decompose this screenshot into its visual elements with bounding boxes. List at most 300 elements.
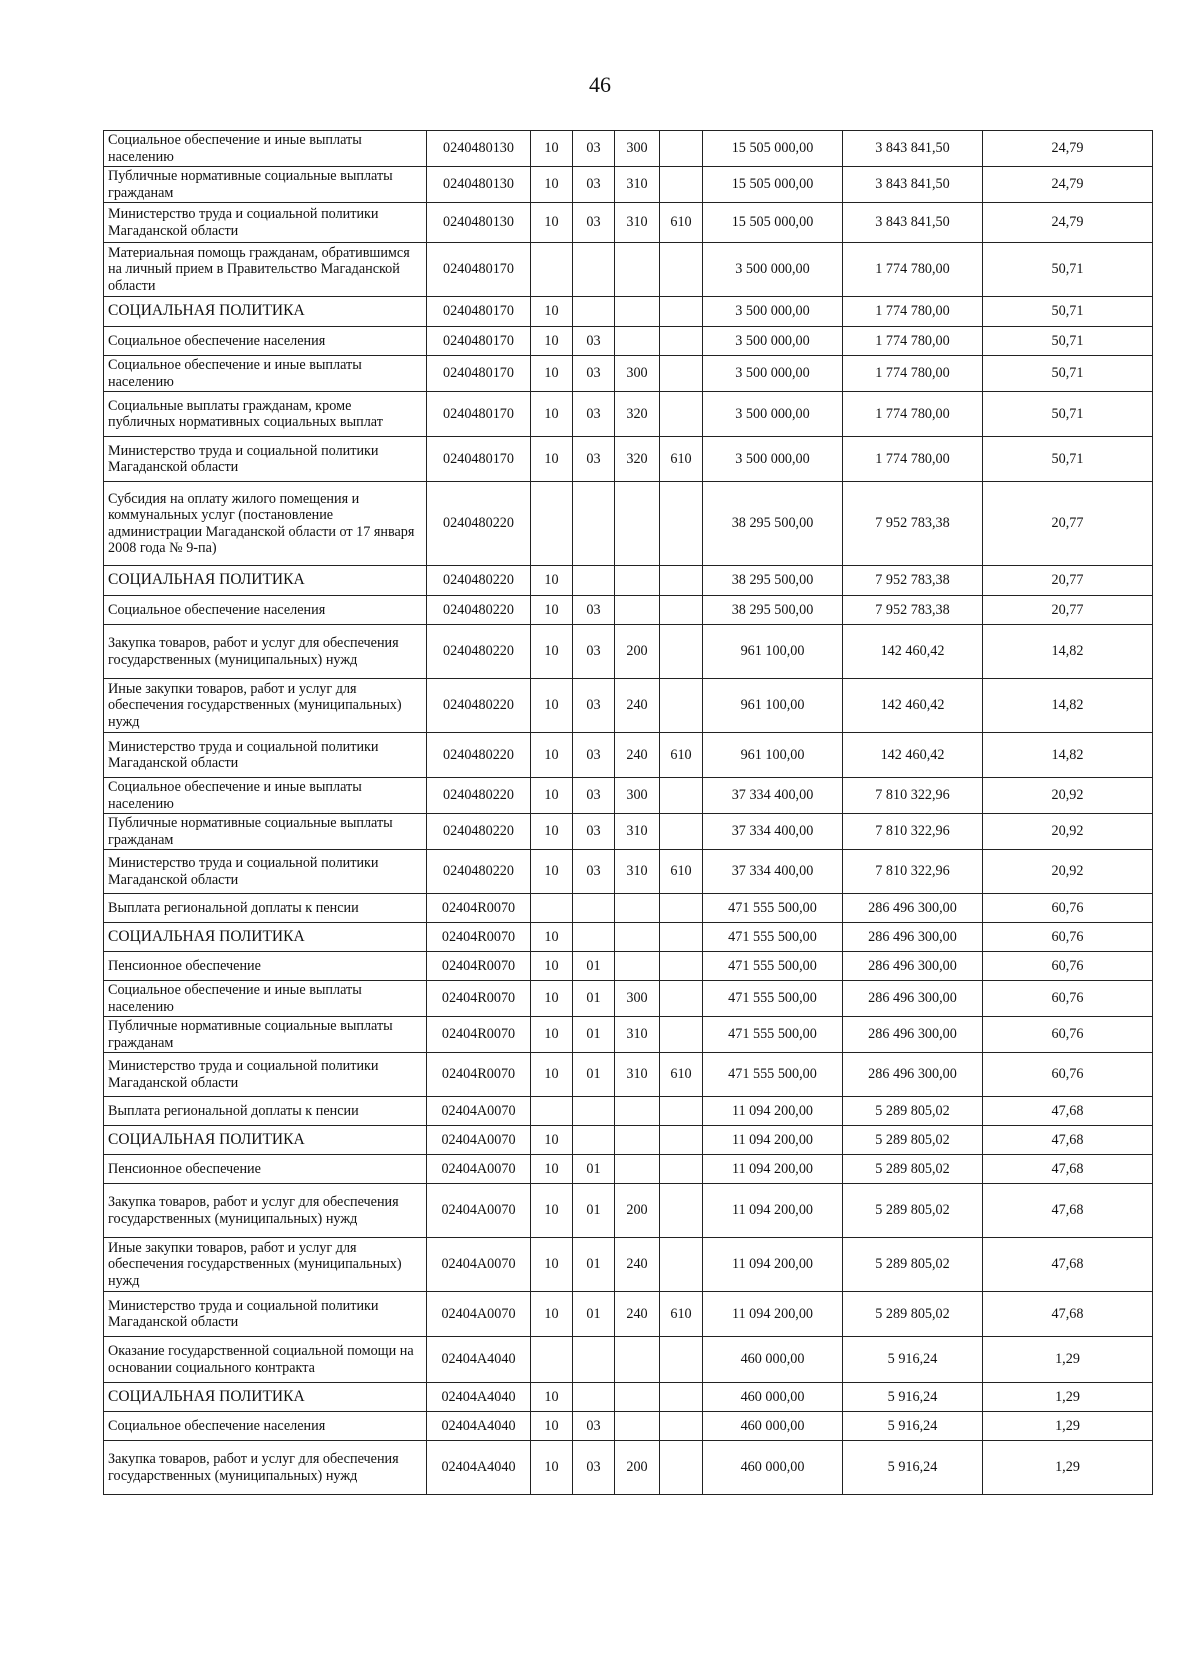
row-admin-code: 610: [660, 1292, 703, 1337]
row-code: 02404A0070: [427, 1097, 531, 1126]
row-subsection: [573, 1126, 615, 1155]
table-row: [104, 167, 1153, 203]
row-subsection: 03: [573, 625, 615, 679]
row-name: Социальное обеспечение и иные выплаты населению: [104, 356, 427, 392]
row-expense-type: [615, 1337, 660, 1383]
table-row: [104, 1412, 1153, 1441]
row-expense-type: 300: [615, 131, 660, 167]
row-actual-amount: 5 289 805,02: [843, 1126, 983, 1155]
row-percent: 14,82: [983, 733, 1153, 778]
row-actual-amount: 1 774 780,00: [843, 437, 983, 482]
row-name: СОЦИАЛЬНАЯ ПОЛИТИКА: [104, 1383, 427, 1412]
row-name: Министерство труда и социальной политики Магаданской области: [104, 850, 427, 894]
row-name: Министерство труда и социальной политики Магаданской области: [104, 1292, 427, 1337]
row-name: СОЦИАЛЬНАЯ ПОЛИТИКА: [104, 566, 427, 596]
row-section: 10: [531, 1292, 573, 1337]
row-code: 02404R0070: [427, 923, 531, 952]
row-name: Материальная помощь гражданам, обратившимся на личный прием в Правительство Магаданской области: [104, 243, 427, 297]
row-admin-code: [660, 1383, 703, 1412]
row-actual-amount: 5 289 805,02: [843, 1238, 983, 1292]
row-admin-code: [660, 1017, 703, 1053]
row-subsection: 01: [573, 1292, 615, 1337]
table-row: [104, 1238, 1153, 1292]
row-code: 02404A0070: [427, 1155, 531, 1184]
row-expense-type: 240: [615, 1238, 660, 1292]
table-row: [104, 1155, 1153, 1184]
row-plan-amount: 15 505 000,00: [703, 131, 843, 167]
row-admin-code: [660, 1155, 703, 1184]
row-section: [531, 894, 573, 923]
row-section: 10: [531, 437, 573, 482]
row-plan-amount: 471 555 500,00: [703, 1017, 843, 1053]
row-subsection: 01: [573, 1053, 615, 1097]
table-row: [104, 625, 1153, 679]
table-row: [104, 1053, 1153, 1097]
row-percent: 20,92: [983, 814, 1153, 850]
row-actual-amount: 7 810 322,96: [843, 850, 983, 894]
row-percent: 50,71: [983, 243, 1153, 297]
row-expense-type: [615, 566, 660, 596]
table-row: [104, 1184, 1153, 1238]
row-actual-amount: 286 496 300,00: [843, 981, 983, 1017]
row-actual-amount: 1 774 780,00: [843, 356, 983, 392]
row-plan-amount: 37 334 400,00: [703, 814, 843, 850]
row-admin-code: 610: [660, 1053, 703, 1097]
row-admin-code: [660, 1412, 703, 1441]
row-code: 0240480220: [427, 814, 531, 850]
row-actual-amount: 7 810 322,96: [843, 778, 983, 814]
table-row: [104, 1126, 1153, 1155]
row-section: 10: [531, 566, 573, 596]
row-percent: 1,29: [983, 1441, 1153, 1495]
row-percent: 1,29: [983, 1383, 1153, 1412]
row-actual-amount: 1 774 780,00: [843, 243, 983, 297]
row-code: 0240480220: [427, 625, 531, 679]
row-percent: 47,68: [983, 1097, 1153, 1126]
row-subsection: 03: [573, 850, 615, 894]
row-name: Иные закупки товаров, работ и услуг для обеспечения государственных (муниципальных) нужд: [104, 679, 427, 733]
row-expense-type: 240: [615, 733, 660, 778]
row-admin-code: [660, 1097, 703, 1126]
row-section: 10: [531, 356, 573, 392]
row-plan-amount: 471 555 500,00: [703, 981, 843, 1017]
row-code: 02404R0070: [427, 981, 531, 1017]
row-section: 10: [531, 733, 573, 778]
table-row: [104, 131, 1153, 167]
row-section: [531, 1337, 573, 1383]
row-subsection: 03: [573, 814, 615, 850]
row-name: Министерство труда и социальной политики Магаданской области: [104, 203, 427, 243]
row-percent: 47,68: [983, 1292, 1153, 1337]
row-admin-code: [660, 981, 703, 1017]
row-actual-amount: 1 774 780,00: [843, 392, 983, 437]
row-code: 0240480170: [427, 392, 531, 437]
row-section: 10: [531, 850, 573, 894]
row-name: Социальное обеспечение и иные выплаты населению: [104, 981, 427, 1017]
row-expense-type: 310: [615, 1053, 660, 1097]
row-actual-amount: 3 843 841,50: [843, 131, 983, 167]
row-percent: 1,29: [983, 1337, 1153, 1383]
row-expense-type: [615, 1126, 660, 1155]
row-code: 02404R0070: [427, 894, 531, 923]
row-expense-type: [615, 894, 660, 923]
row-actual-amount: 7 952 783,38: [843, 482, 983, 566]
row-section: 10: [531, 981, 573, 1017]
row-code: 02404R0070: [427, 1017, 531, 1053]
row-subsection: 01: [573, 952, 615, 981]
row-name: Социальные выплаты гражданам, кроме публичных нормативных социальных выплат: [104, 392, 427, 437]
row-code: 0240480130: [427, 203, 531, 243]
table-row: [104, 679, 1153, 733]
row-name: Социальное обеспечение населения: [104, 1412, 427, 1441]
row-admin-code: [660, 131, 703, 167]
row-plan-amount: 38 295 500,00: [703, 482, 843, 566]
row-admin-code: [660, 596, 703, 625]
row-name: Выплата региональной доплаты к пенсии: [104, 1097, 427, 1126]
row-plan-amount: 3 500 000,00: [703, 356, 843, 392]
row-name: Публичные нормативные социальные выплаты гражданам: [104, 1017, 427, 1053]
row-name: Социальное обеспечение и иные выплаты населению: [104, 131, 427, 167]
row-admin-code: [660, 778, 703, 814]
row-expense-type: 240: [615, 1292, 660, 1337]
row-percent: 50,71: [983, 297, 1153, 327]
row-percent: 50,71: [983, 392, 1153, 437]
row-section: [531, 1097, 573, 1126]
row-plan-amount: 460 000,00: [703, 1441, 843, 1495]
row-subsection: 03: [573, 203, 615, 243]
row-actual-amount: 286 496 300,00: [843, 894, 983, 923]
row-plan-amount: 471 555 500,00: [703, 894, 843, 923]
row-actual-amount: 5 289 805,02: [843, 1292, 983, 1337]
row-actual-amount: 286 496 300,00: [843, 923, 983, 952]
table-row: [104, 327, 1153, 356]
row-subsection: 03: [573, 596, 615, 625]
row-admin-code: [660, 1441, 703, 1495]
row-actual-amount: 5 289 805,02: [843, 1155, 983, 1184]
row-code: 02404A0070: [427, 1238, 531, 1292]
row-actual-amount: 5 916,24: [843, 1383, 983, 1412]
row-percent: 60,76: [983, 923, 1153, 952]
row-expense-type: 310: [615, 167, 660, 203]
row-plan-amount: 11 094 200,00: [703, 1097, 843, 1126]
row-name: Министерство труда и социальной политики Магаданской области: [104, 437, 427, 482]
row-actual-amount: 5 916,24: [843, 1337, 983, 1383]
row-percent: 20,77: [983, 566, 1153, 596]
table-row: [104, 1017, 1153, 1053]
row-subsection: 03: [573, 1441, 615, 1495]
row-subsection: [573, 243, 615, 297]
table-row: [104, 1441, 1153, 1495]
table-row: [104, 1383, 1153, 1412]
row-actual-amount: 3 843 841,50: [843, 167, 983, 203]
table-row: [104, 1292, 1153, 1337]
row-expense-type: 300: [615, 778, 660, 814]
row-expense-type: [615, 1155, 660, 1184]
row-section: 10: [531, 131, 573, 167]
table-row: [104, 297, 1153, 327]
row-code: 02404A0070: [427, 1292, 531, 1337]
row-plan-amount: 471 555 500,00: [703, 923, 843, 952]
row-admin-code: [660, 1337, 703, 1383]
row-expense-type: [615, 952, 660, 981]
row-actual-amount: 286 496 300,00: [843, 1053, 983, 1097]
table-row: [104, 203, 1153, 243]
row-subsection: [573, 923, 615, 952]
row-code: 02404A4040: [427, 1337, 531, 1383]
table-row: [104, 1097, 1153, 1126]
row-name: Оказание государственной социальной помощи на основании социального контракта: [104, 1337, 427, 1383]
row-percent: 24,79: [983, 203, 1153, 243]
row-actual-amount: 1 774 780,00: [843, 327, 983, 356]
row-section: 10: [531, 1412, 573, 1441]
row-code: 0240480170: [427, 297, 531, 327]
row-section: 10: [531, 1441, 573, 1495]
row-expense-type: 240: [615, 679, 660, 733]
table-row: [104, 482, 1153, 566]
row-plan-amount: 11 094 200,00: [703, 1238, 843, 1292]
row-section: 10: [531, 167, 573, 203]
row-expense-type: [615, 596, 660, 625]
row-section: 10: [531, 625, 573, 679]
row-subsection: [573, 1097, 615, 1126]
row-subsection: 03: [573, 437, 615, 482]
row-expense-type: [615, 1097, 660, 1126]
row-plan-amount: 3 500 000,00: [703, 327, 843, 356]
budget-table: [103, 130, 1153, 1495]
row-admin-code: 610: [660, 850, 703, 894]
row-expense-type: 320: [615, 392, 660, 437]
row-subsection: 01: [573, 1155, 615, 1184]
table-row: [104, 894, 1153, 923]
row-name: Социальное обеспечение и иные выплаты населению: [104, 778, 427, 814]
row-section: 10: [531, 1383, 573, 1412]
row-admin-code: [660, 1126, 703, 1155]
row-plan-amount: 460 000,00: [703, 1383, 843, 1412]
row-actual-amount: 3 843 841,50: [843, 203, 983, 243]
row-name: Иные закупки товаров, работ и услуг для обеспечения государственных (муниципальных) нужд: [104, 1238, 427, 1292]
row-name: Закупка товаров, работ и услуг для обеспечения государственных (муниципальных) нужд: [104, 625, 427, 679]
row-expense-type: 200: [615, 625, 660, 679]
row-section: 10: [531, 297, 573, 327]
row-expense-type: [615, 327, 660, 356]
row-plan-amount: 460 000,00: [703, 1412, 843, 1441]
row-percent: 20,77: [983, 596, 1153, 625]
row-actual-amount: 7 952 783,38: [843, 596, 983, 625]
row-name: Пенсионное обеспечение: [104, 1155, 427, 1184]
row-name: СОЦИАЛЬНАЯ ПОЛИТИКА: [104, 297, 427, 327]
row-section: 10: [531, 1184, 573, 1238]
row-admin-code: [660, 625, 703, 679]
row-code: 02404A4040: [427, 1383, 531, 1412]
row-plan-amount: 460 000,00: [703, 1337, 843, 1383]
row-percent: 24,79: [983, 131, 1153, 167]
row-code: 0240480170: [427, 437, 531, 482]
row-admin-code: [660, 243, 703, 297]
row-admin-code: [660, 327, 703, 356]
row-admin-code: [660, 297, 703, 327]
row-subsection: 03: [573, 392, 615, 437]
row-percent: 60,76: [983, 894, 1153, 923]
row-admin-code: [660, 1184, 703, 1238]
row-admin-code: [660, 566, 703, 596]
table-row: [104, 814, 1153, 850]
row-subsection: 01: [573, 1238, 615, 1292]
table-row: [104, 850, 1153, 894]
row-percent: 47,68: [983, 1184, 1153, 1238]
row-name: Социальное обеспечение населения: [104, 327, 427, 356]
row-admin-code: 610: [660, 437, 703, 482]
row-percent: 50,71: [983, 356, 1153, 392]
row-plan-amount: 3 500 000,00: [703, 297, 843, 327]
table-row: [104, 778, 1153, 814]
row-percent: 50,71: [983, 327, 1153, 356]
row-actual-amount: 5 289 805,02: [843, 1184, 983, 1238]
row-section: 10: [531, 596, 573, 625]
row-name: Министерство труда и социальной политики Магаданской области: [104, 733, 427, 778]
row-subsection: [573, 894, 615, 923]
row-section: 10: [531, 1017, 573, 1053]
table-row: [104, 1337, 1153, 1383]
row-expense-type: 310: [615, 814, 660, 850]
row-name: Министерство труда и социальной политики Магаданской области: [104, 1053, 427, 1097]
row-percent: 60,76: [983, 1053, 1153, 1097]
row-admin-code: 610: [660, 733, 703, 778]
row-plan-amount: 38 295 500,00: [703, 566, 843, 596]
row-actual-amount: 5 289 805,02: [843, 1097, 983, 1126]
row-name: СОЦИАЛЬНАЯ ПОЛИТИКА: [104, 1126, 427, 1155]
row-section: [531, 243, 573, 297]
row-subsection: [573, 1383, 615, 1412]
row-actual-amount: 7 810 322,96: [843, 814, 983, 850]
row-subsection: [573, 297, 615, 327]
row-expense-type: 300: [615, 981, 660, 1017]
row-subsection: 01: [573, 1017, 615, 1053]
row-subsection: 03: [573, 327, 615, 356]
row-subsection: 03: [573, 778, 615, 814]
row-name: Пенсионное обеспечение: [104, 952, 427, 981]
row-name: Субсидия на оплату жилого помещения и коммунальных услуг (постановление администрации Магаданской области от 17 января 2008 года № 9-па): [104, 482, 427, 566]
row-plan-amount: 961 100,00: [703, 625, 843, 679]
row-subsection: 03: [573, 1412, 615, 1441]
row-section: 10: [531, 778, 573, 814]
row-actual-amount: 286 496 300,00: [843, 952, 983, 981]
row-subsection: 01: [573, 981, 615, 1017]
row-code: 0240480220: [427, 733, 531, 778]
row-expense-type: 300: [615, 356, 660, 392]
row-percent: 1,29: [983, 1412, 1153, 1441]
row-expense-type: 320: [615, 437, 660, 482]
row-expense-type: [615, 243, 660, 297]
row-code: 02404A4040: [427, 1441, 531, 1495]
row-plan-amount: 471 555 500,00: [703, 952, 843, 981]
row-section: 10: [531, 679, 573, 733]
row-percent: 14,82: [983, 625, 1153, 679]
page-number: 46: [589, 72, 611, 97]
row-code: 0240480170: [427, 243, 531, 297]
row-admin-code: [660, 894, 703, 923]
row-percent: 20,92: [983, 778, 1153, 814]
row-percent: 24,79: [983, 167, 1153, 203]
row-name: Социальное обеспечение населения: [104, 596, 427, 625]
row-plan-amount: 3 500 000,00: [703, 392, 843, 437]
row-name: Публичные нормативные социальные выплаты гражданам: [104, 167, 427, 203]
row-actual-amount: 142 460,42: [843, 679, 983, 733]
row-percent: 60,76: [983, 952, 1153, 981]
row-actual-amount: 7 952 783,38: [843, 566, 983, 596]
row-code: 02404R0070: [427, 1053, 531, 1097]
row-expense-type: [615, 297, 660, 327]
table-row: [104, 981, 1153, 1017]
row-section: 10: [531, 1126, 573, 1155]
row-plan-amount: 961 100,00: [703, 733, 843, 778]
row-admin-code: [660, 167, 703, 203]
row-name: Закупка товаров, работ и услуг для обеспечения государственных (муниципальных) нужд: [104, 1184, 427, 1238]
row-subsection: 03: [573, 733, 615, 778]
row-admin-code: [660, 482, 703, 566]
row-section: 10: [531, 1053, 573, 1097]
row-subsection: [573, 482, 615, 566]
row-expense-type: [615, 923, 660, 952]
row-code: 0240480220: [427, 482, 531, 566]
row-code: 0240480170: [427, 327, 531, 356]
table-row: [104, 923, 1153, 952]
row-plan-amount: 15 505 000,00: [703, 167, 843, 203]
row-plan-amount: 11 094 200,00: [703, 1184, 843, 1238]
row-code: 0240480130: [427, 131, 531, 167]
row-admin-code: [660, 814, 703, 850]
row-subsection: 03: [573, 131, 615, 167]
row-code: 0240480220: [427, 596, 531, 625]
row-actual-amount: 142 460,42: [843, 625, 983, 679]
row-subsection: [573, 1337, 615, 1383]
row-plan-amount: 11 094 200,00: [703, 1126, 843, 1155]
row-plan-amount: 37 334 400,00: [703, 778, 843, 814]
table-row: [104, 437, 1153, 482]
row-actual-amount: 5 916,24: [843, 1441, 983, 1495]
row-actual-amount: 286 496 300,00: [843, 1017, 983, 1053]
row-expense-type: 200: [615, 1441, 660, 1495]
row-code: 0240480220: [427, 778, 531, 814]
row-section: 10: [531, 1155, 573, 1184]
row-subsection: 03: [573, 356, 615, 392]
row-percent: 14,82: [983, 679, 1153, 733]
row-subsection: 03: [573, 679, 615, 733]
row-admin-code: [660, 923, 703, 952]
row-code: 0240480220: [427, 566, 531, 596]
row-subsection: [573, 566, 615, 596]
row-section: [531, 482, 573, 566]
row-section: 10: [531, 952, 573, 981]
row-subsection: 03: [573, 167, 615, 203]
row-admin-code: [660, 952, 703, 981]
row-percent: 60,76: [983, 1017, 1153, 1053]
row-code: 0240480170: [427, 356, 531, 392]
row-plan-amount: 11 094 200,00: [703, 1292, 843, 1337]
table-row: [104, 392, 1153, 437]
row-section: 10: [531, 1238, 573, 1292]
table-row: [104, 243, 1153, 297]
row-percent: 20,92: [983, 850, 1153, 894]
row-percent: 47,68: [983, 1126, 1153, 1155]
row-plan-amount: 15 505 000,00: [703, 203, 843, 243]
row-expense-type: 310: [615, 850, 660, 894]
row-percent: 60,76: [983, 981, 1153, 1017]
table-body: [104, 131, 1153, 1495]
row-admin-code: [660, 392, 703, 437]
row-expense-type: [615, 1383, 660, 1412]
row-section: 10: [531, 923, 573, 952]
row-expense-type: [615, 1412, 660, 1441]
